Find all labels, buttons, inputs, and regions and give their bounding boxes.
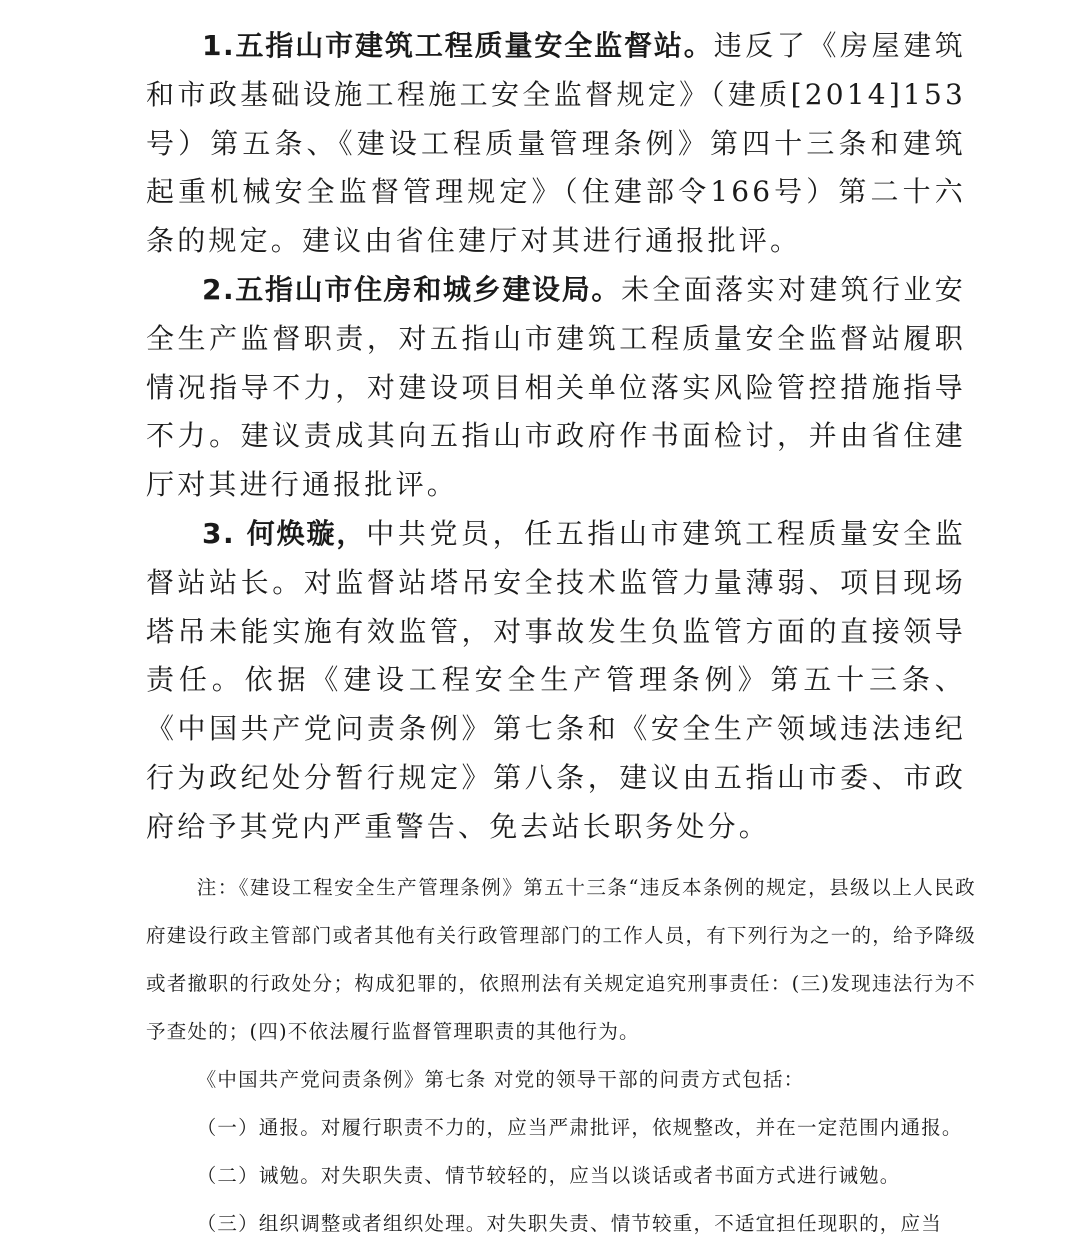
item-1-heading: 1.五指山市建筑工程质量安全监督站。 [202, 29, 714, 62]
item-3-heading: 3. 何焕璇， [202, 516, 367, 550]
list-item: （二）诫勉。对失职失责、情节较轻的，应当以谈话或者书面方式进行诫勉。 [196, 1164, 901, 1187]
item-2-text: 未全面落实对建筑行业安全生产监督职责，对五指山市建筑工程质量安全监督站履职情况指导不力，对建设项目相关单位落实风险管控措施指导不力。建议责成其向五指山市政府作书面检讨，并由省住建厅对其进行通报批评。 [146, 272, 967, 502]
note-regulation-53: 注：《建设工程安全生产管理条例》第五十三条“违反本条例的规定，县级以上人民政府建设行政主管部门或者其他有关行政管理部门的工作人员，有下列行为之一的，给予降级或者撤职的行政处分；构成犯罪的，依照刑法有关规定追究刑事责任：(三)发现违法行为不予查处的；(四)不依法履行监督管理职责的其他行为。 [146, 876, 976, 1043]
paragraph-item-1 [146, 22, 966, 266]
paragraph-item-3 [146, 510, 966, 852]
item-1-text: 违反了《房屋建筑和市政基础设施工程施工安全监督规定》（建质[2014]153号）第五条、《建设工程质量管理条例》第四十三条和建筑起重机械安全监督管理规定》（住建部令166号）第二十六条的规定。建议由省住建厅对其进行通报批评。 [146, 29, 966, 258]
list-item: （一）通报。对履行职责不力的，应当严肃批评，依规整改，并在一定范围内通报。 [196, 1116, 963, 1139]
list-item: （三）组织调整或者组织处理。对失职失责、情节较重，不适宜担任现职的，应当 [196, 1212, 942, 1235]
paragraph-item-2 [146, 266, 966, 510]
note-accountability-7: 《中国共产党问责条例》第七条 对党的领导干部的问责方式包括： [196, 1068, 805, 1091]
notes-section [146, 864, 976, 1248]
item-2-heading: 2.五指山市住房和城乡建设局。 [202, 272, 622, 306]
item-3-text: 中共党员，任五指山市建筑工程质量安全监督站站长。对监督站塔吊安全技术监管力量薄弱、项目现场塔吊未能实施有效监管，对事故发生负监管方面的直接领导责任。依据《建设工程安全生产管理条例》第五十三条、《中国共产党问责条例》第七条和《安全生产领域违法违纪行为政纪处分暂行规定》第八条，建议由五指山市委、市政府给予其党内严重警告、免去站长职务处分。 [146, 516, 966, 843]
document-body [146, 22, 966, 852]
